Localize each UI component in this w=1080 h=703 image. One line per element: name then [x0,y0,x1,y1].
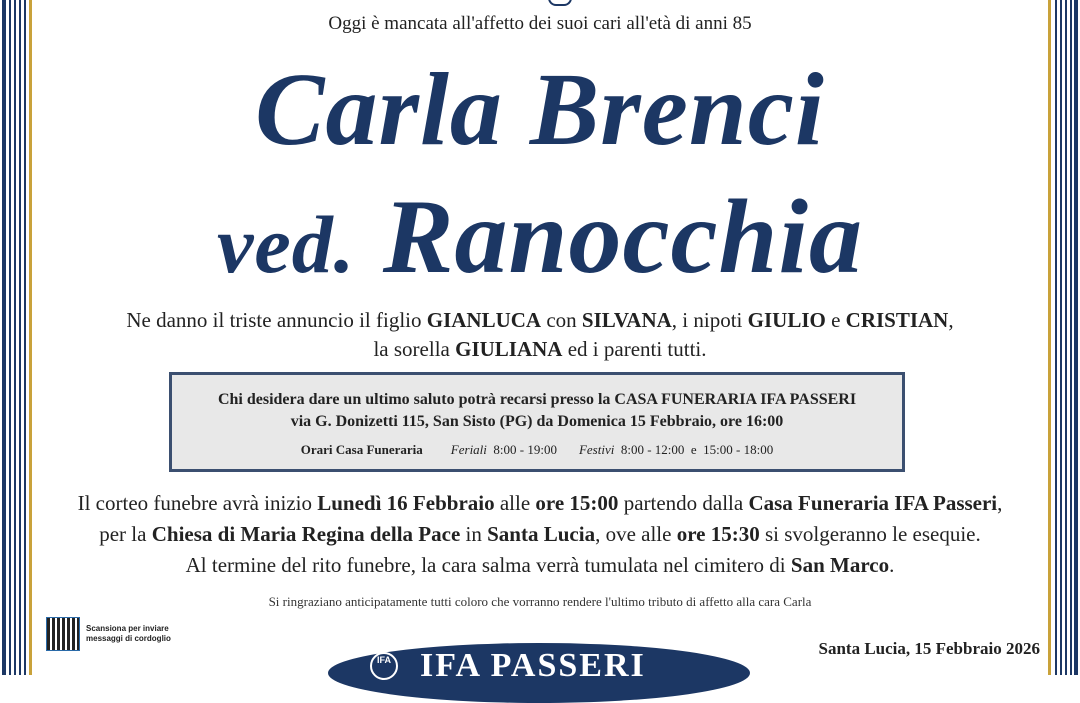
cortege-text: Al termine del rito funebre, la cara salma verrà tumulata nel cimitero di [185,553,791,577]
border-stripe-right-3 [1065,0,1067,675]
border-stripe-left-gold [29,0,32,675]
announcement-text: , i nipoti [671,308,748,332]
weekdays-hours: 8:00 - 19:00 [493,442,557,457]
qr-code-block[interactable] [46,617,171,651]
nephew-name: CRISTIAN [845,308,949,332]
logo-text: IFA PASSERI [420,647,646,684]
church-name: Chiesa di Maria Regina della Pace [151,522,461,546]
visitation-address: via G. Donizetti 115, San Sisto (PG) da Domenica 15 Febbraio, ore 16:00 [290,413,784,430]
border-stripe-left-5 [24,0,26,675]
cortege-text: , ove alle [595,522,677,546]
opening-hours [172,442,902,458]
border-stripe-left-4 [19,0,21,675]
border-stripe-right-1 [1055,0,1057,675]
announcement-text: con [541,308,582,332]
deceased-married-name [40,178,1040,295]
town-name: Santa Lucia [487,522,596,546]
qr-caption-line: messaggi di cordoglio [86,634,171,643]
cross-icon [548,0,572,6]
cemetery-name: San Marco [790,553,890,577]
qr-code-icon[interactable] [46,617,80,651]
border-stripe-right-5 [1074,0,1078,675]
cortege-text: Il corteo funebre avrà inizio [77,491,318,515]
intro-text: Oggi è mancata all'affetto dei suoi cari all'età di anni 85 [328,13,752,34]
widow-prefix: ved. [217,199,356,290]
deceased-surname: Ranocchia [382,178,863,295]
hours-label: Orari Casa Funeraria [300,442,423,457]
announcement-text: la sorella [373,337,456,361]
weekdays-label: Feriali [450,442,487,457]
nephew-name: GIULIO [747,308,826,332]
cortege-text: si svolgeranno le esequie. [759,522,981,546]
son-name: GIANLUCA [426,308,542,332]
thanks-text: Si ringraziano anticipatamente tutti coloro che vorranno rendere l'ultimo tributo di affetto alla cara Carla [268,594,812,609]
border-stripe-right-4 [1070,0,1072,675]
announcement-text: ed i parenti tutti. [562,337,707,361]
sister-name: GIULIANA [455,337,563,361]
cortege-text: per la [99,522,152,546]
holidays-label: Festivi [578,442,615,457]
border-stripe-right-gold [1048,0,1051,675]
logo-emblem-icon: IFA [370,652,398,680]
cortege-text: . [889,553,895,577]
funeral-procession-text [40,488,1040,581]
departure-time: ore 15:00 [535,491,619,515]
announcement [40,306,1040,364]
qr-caption [86,624,171,644]
border-stripe-left-3 [14,0,16,675]
service-time: ore 15:30 [676,522,760,546]
departure-place: Casa Funeraria IFA Passeri [748,491,998,515]
funeral-home-logo [328,643,750,703]
obituary-notice [40,0,1040,684]
deceased-name: Carla Brenci [255,52,825,167]
announcement-text: Ne danno il triste annuncio il figlio [126,308,427,332]
partner-name: SILVANA [581,308,672,332]
visitation-info-box [169,372,905,472]
cortege-text: partendo dalla [618,491,749,515]
announcement-text: e [825,308,846,332]
cortege-text: alle [494,491,536,515]
qr-caption-line: Scansiona per inviare [86,624,169,633]
announcement-text: , [948,308,954,332]
place-and-date: Santa Lucia, 15 Febbraio 2026 [818,639,1040,658]
funeral-day: Lunedì 16 Febbraio [317,491,495,515]
border-stripe-right-2 [1060,0,1062,675]
border-stripe-left-1 [2,0,6,675]
border-stripe-left-2 [9,0,11,675]
holidays-hours: 8:00 - 12:00 e 15:00 - 18:00 [620,442,774,457]
visitation-line: Chi desidera dare un ultimo saluto potrà recarsi presso la CASA FUNERARIA IFA PASSERI [217,391,857,408]
cortege-text: in [460,522,488,546]
cortege-text: , [997,491,1003,515]
